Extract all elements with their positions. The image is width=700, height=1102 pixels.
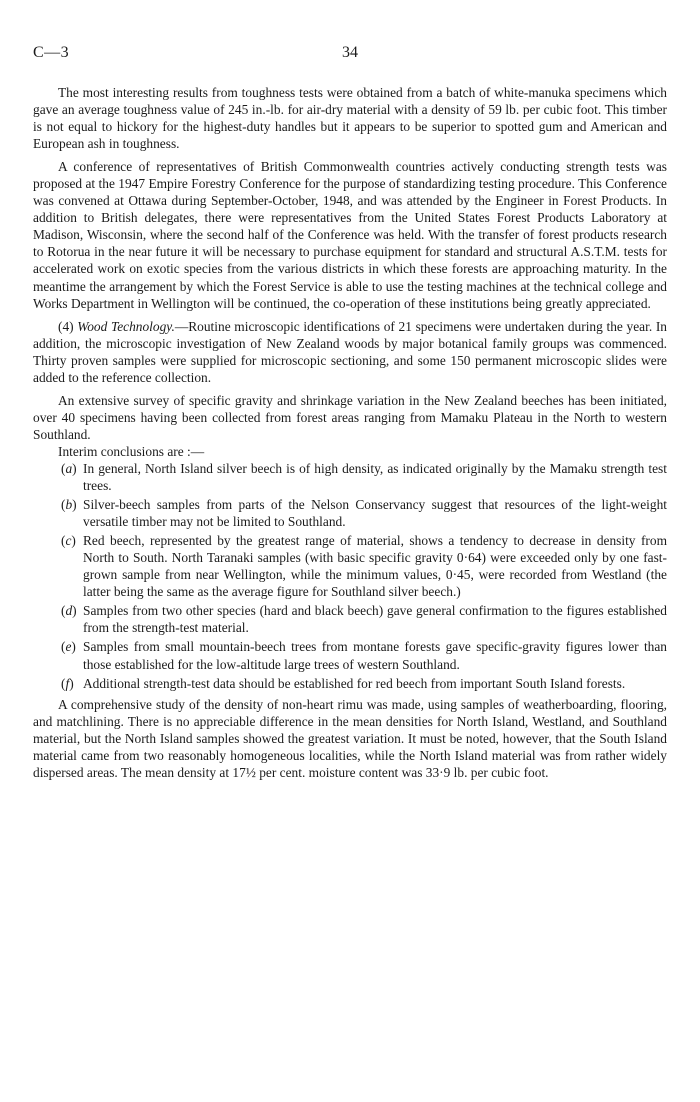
list-item-text: Red beech, represented by the greatest range of material, shows a tendency to decrease in density from North to South. North Taranaki samples (with basic specific gravity 0·64) were exceeded only by one fast-grown sample from near Wellington, while the minimum values, 0·45, were recorded from Westland (the latter being the same as the average figure for Southland silver beech.): [83, 533, 667, 600]
list-marker: (f): [61, 675, 74, 691]
paragraph-toughness-tests: The most interesting results from toughness tests were obtained from a batch of white-manuka specimens which gave an average toughness value of 245 in.-lb. for air-dry material with a density of 59 lb. per cubic foot. This timber is not equal to hickory for the highest-duty handles but it appears to be superior to spotted gum and American and European ash in toughness.: [33, 85, 667, 152]
page-header: [33, 0, 667, 62]
list-item-text: Silver-beech samples from parts of the Nelson Conservancy suggest that resources of the light-weight versatile timber may not be limited to Southland.: [83, 497, 667, 530]
paragraph-commonwealth-conference: A conference of representatives of British Commonwealth countries actively conducting strength tests was proposed at the 1947 Empire Forestry Conference for the purpose of standardizing testing procedure. This Conference was convened at Ottawa during September-October, 1948, and was attended by the Engineer in Forest Products. In addition to British delegates, there were representatives from the United States Forest Products Laboratory at Madison, Wisconsin, where the second half of the Conference was held. With the transfer of forest products research to Rotorua in the near future it will be necessary to purchase equipment for standard and structural A.S.T.M. tests for accelerated work on exotic species from the various districts in which these forests are approaching maturity. In the meantime the arrangement by which the Forest Service is able to use the testing machines at the technical college and Works Department in Wellington will be continued, the co-operation of these institutions being greatly appreciated.: [33, 159, 667, 311]
paragraph-beech-survey: An extensive survey of specific gravity and shrinkage variation in the New Zealand beeches has been initiated, over 40 specimens having been collected from forest areas ranging from Mamaku Plateau in the North to western Southland.: [33, 392, 667, 442]
paragraph-interim-conclusions: Interim conclusions are :—: [58, 443, 205, 459]
heading-dash: —: [174, 318, 189, 334]
page-number: 34: [342, 44, 358, 61]
list-item-text: In general, North Island silver beech is of high density, as indicated originally by the Mamaku strength test trees.: [83, 460, 667, 494]
conclusions-list: [33, 460, 667, 692]
document-reference: C—3: [33, 44, 70, 61]
list-item: [33, 460, 667, 494]
section-heading: Wood Technology.: [77, 318, 175, 334]
section-number: (4): [58, 318, 74, 334]
list-marker: (b): [61, 497, 77, 513]
list-marker: (a): [61, 460, 77, 476]
paragraph-wood-technology: [33, 318, 667, 386]
list-item: [33, 675, 667, 692]
list-item: [33, 638, 667, 672]
paragraph-rimu-density: A comprehensive study of the density of non-heart rimu was made, using samples of weatherboarding, flooring, and matchlining. There is no appreciable difference in the mean densities for North Island, Westland, and Southland material, but the North Island samples showed the greatest variation. It must be noted, however, that the South Island material came from two reasonably homogeneous localities, while the North Island material was from rather widely dispersed areas. The mean density at 17½ per cent. moisture content was 33·9 lb. per cubic foot.: [33, 696, 667, 780]
list-marker: (d): [61, 603, 77, 619]
list-item-text: Samples from small mountain-beech trees from montane forests gave specific-gravity figures lower than those established for the low-altitude large trees of western Southland.: [83, 639, 667, 672]
body-text: [33, 84, 667, 787]
document-page: [33, 0, 667, 1102]
list-item-text: Samples from two other species (hard and black beech) gave general confirmation to the figures established from the strength-test material.: [83, 603, 667, 636]
list-marker: (e): [61, 639, 76, 655]
list-marker: (c): [61, 533, 76, 549]
list-item-text: Additional strength-test data should be established for red beech from important South Island forests.: [83, 675, 626, 691]
list-item: [33, 532, 667, 600]
section-body: Routine microscopic identifications of 21 specimens were undertaken during the year. In addition, the microscopic investigation of New Zealand woods by major botanical family groups was commenced. Thirty proven samples were supplied for microscopic sectioning, and some 150 permanent microscopic slides were added to the reference collection.: [33, 318, 667, 385]
list-item: [33, 496, 667, 530]
list-item: [33, 602, 667, 636]
